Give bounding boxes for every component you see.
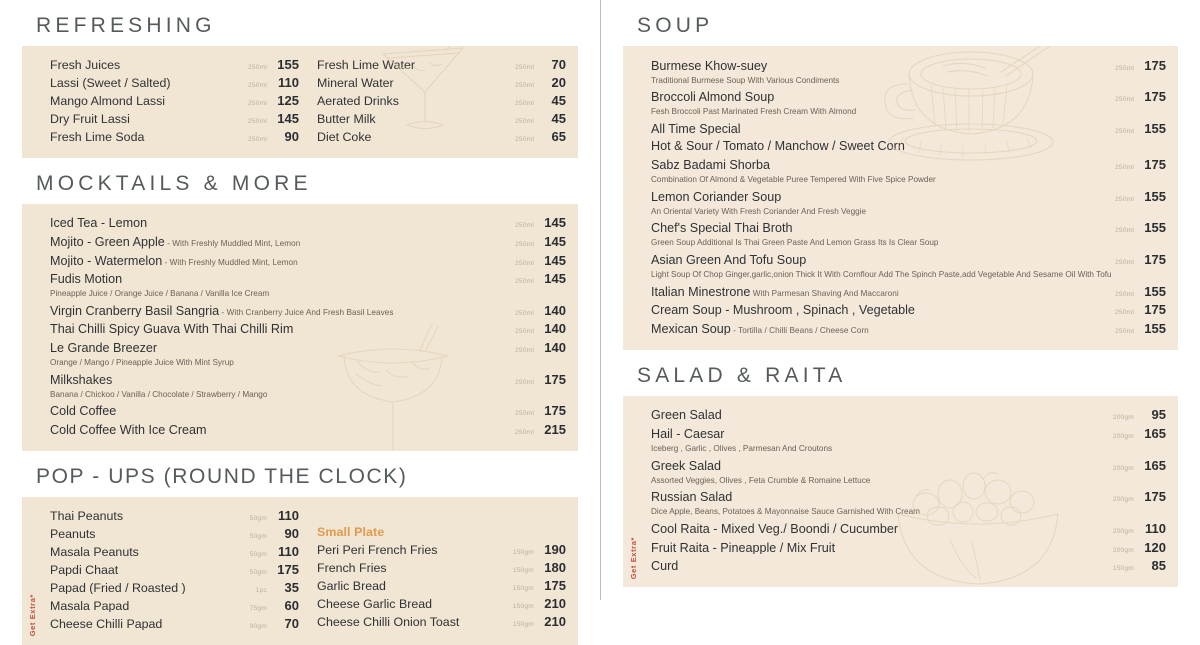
section-column-right [299,507,566,633]
section-title-wrap [623,0,1178,46]
menu-item-quantity: 200gm [1112,433,1134,440]
menu-item-label: Mexican Soup [651,322,731,336]
menu-item-quantity: 50gm [249,569,267,577]
menu-item-row [651,119,1166,138]
menu-item-label: Fruit Raita - Pineapple / Mix Fruit [651,541,836,555]
menu-item-row [50,56,299,74]
menu-item-name [317,544,513,556]
menu-item-name [50,217,514,230]
menu-item-label: Asian Green And Tofu Soup [651,253,807,267]
menu-item-row [651,250,1166,269]
menu-item-description: Banana / Chickoo / Vanilla / Chocolate / Strawberry / Mango [50,389,268,399]
section-columns [34,507,566,633]
menu-item-quantity: 150gm [512,621,534,629]
menu-panel-right [600,0,1200,600]
menu-item-label: Mojito - Green Apple [50,235,165,249]
menu-item-quantity: 250ml [248,82,267,90]
menu-item-quantity: 250ml [1115,127,1134,135]
menu-item-label: Fresh Juices [50,59,121,72]
menu-item-price: 165 [1144,457,1166,473]
menu-item-row [317,541,566,559]
menu-item-price: 90 [284,526,299,542]
menu-item-name [50,255,514,268]
menu-item-price: 45 [551,111,566,127]
menu-item-quantity: 150gm [512,585,534,593]
section-title-wrap [22,158,578,204]
menu-item-name [50,528,247,540]
menu-item-label: Cheese Chilli Onion Toast [317,616,460,629]
menu-item-label: Fresh Lime Water [317,59,415,72]
menu-item-quantity: 50gm [249,515,267,523]
menu-item-inline-description: - With Freshly Muddled Mint, Lemon [164,238,301,248]
menu-item-name [317,77,514,89]
get-extra-badge: Get Extra* [629,536,638,580]
menu-item-row [651,138,1166,156]
menu-item-price: 90 [284,129,299,145]
menu-item-label: Cold Coffee With Ice Cream [50,423,207,437]
section-card [22,204,578,451]
menu-item-quantity: 150gm [512,549,534,557]
menu-item-quantity: 250ml [1115,96,1134,104]
menu-item-label: Fresh Lime Soda [50,131,145,144]
menu-item-price: 215 [544,421,566,437]
menu-item-name [50,323,514,336]
section-columns [34,56,566,146]
menu-item-row [50,214,566,233]
menu-item-label: Greek Salad [651,459,722,473]
menu-item-price: 175 [544,578,566,594]
menu-item-row [50,110,299,128]
menu-item-name [651,409,1113,422]
menu-item-price: 145 [544,271,566,287]
menu-item-name [50,405,514,418]
section-column-left [34,507,299,633]
menu-item-price: 145 [277,111,299,127]
menu-item-name [50,424,514,437]
menu-item-name [651,91,1114,104]
menu-item-description: Assorted Veggies, Olives , Feta Crumble & Romaine Lettuce [651,475,871,485]
menu-item-price: 175 [277,562,299,578]
menu-item-row [50,615,299,633]
menu-item-price: 20 [551,75,566,91]
menu-item-quantity: 250ml [1115,227,1134,235]
menu-item-quantity: 250ml [515,309,534,317]
menu-item-quantity: 250ml [248,100,267,108]
menu-item-name [317,562,513,574]
menu-item-price: 110 [1145,520,1166,536]
menu-item-quantity: 250ml [515,240,534,248]
menu-item-row [651,282,1166,301]
menu-item-inline-description: - With Cranberry Juice And Fresh Basil Leaves [219,307,394,317]
menu-item-quantity: 250ml [1115,309,1134,317]
menu-item-description: Orange / Mango / Pineapple Juice With Mint Syrup [50,358,234,368]
menu-item-row [317,613,566,631]
menu-item-row [50,128,299,146]
menu-item-name [50,59,247,71]
menu-item-row [651,187,1166,206]
menu-item-price: 155 [1144,120,1166,136]
menu-item-inline-description: - With Freshly Muddled Mint, Lemon [162,257,298,267]
section-card [22,46,578,158]
menu-item-price: 60 [284,598,299,613]
menu-item-quantity: 250ml [1115,164,1134,171]
menu-item-label: Cheese Garlic Bread [317,598,433,611]
menu-item-quantity: 250ml [1115,290,1134,298]
menu-item-price: 140 [544,302,566,318]
menu-item-quantity: 200gm [1112,546,1134,554]
menu-item-label: Italian Minestrone [651,285,751,299]
menu-item-row [651,488,1166,507]
menu-item-label: French Fries [317,562,387,575]
menu-item-quantity: 250ml [515,346,534,354]
menu-item-name [50,342,514,355]
menu-item-row [317,559,566,577]
menu-item-name [50,618,247,630]
menu-item-row [651,156,1166,175]
menu-item-inline-description: - Tortilla / Chilli Beans / Cheese Corn [730,325,869,335]
menu-item-description: Green Soup Additional Is Thai Green Paste And Lemon Grass Its Is Clear Soup [651,238,939,248]
section-column-left [34,56,299,146]
menu-item-label: Masala Papad [50,600,130,613]
menu-item-row [651,425,1166,444]
menu-item-name [50,510,247,522]
menu-item-label: Sabz Badami Shorba [651,159,771,172]
menu-item-row [50,525,299,543]
menu-item-quantity: 1pc [255,587,267,595]
menu-item-quantity: 250ml [248,118,267,126]
menu-item-label: Russian Salad [651,491,733,504]
menu-item-name [50,546,247,558]
menu-item-price: 175 [544,403,566,419]
menu-item-row [651,219,1166,238]
menu-item-price: 155 [1144,188,1166,204]
section-body [34,214,566,439]
small-plate-label: Small Plate [317,524,385,539]
menu-item-quantity: 250ml [1115,327,1134,335]
menu-item-name [651,460,1113,473]
menu-item-name [50,273,514,286]
menu-item-name [651,523,1113,536]
menu-item-label: Garlic Bread [317,580,386,593]
menu-item-label: Green Salad [651,409,722,422]
menu-item-row [317,92,566,110]
section-title-wrap [22,451,578,497]
menu-item-name [651,60,1114,73]
menu-item-price: 155 [277,57,299,73]
menu-item-label: Hot & Sour / Tomato / Manchow / Sweet Corn [651,140,905,153]
menu-item-label: Thai Chilli Spicy Guava With Thai Chilli Rim [50,323,294,336]
menu-item-row [651,319,1166,338]
menu-item-name [50,236,514,249]
menu-item-row [651,519,1166,538]
menu-item-row [651,56,1166,75]
section-title: SOUP [637,14,714,37]
menu-item-price: 120 [1144,539,1166,555]
menu-item-row [50,338,566,357]
menu-item-price: 175 [544,371,566,387]
menu-item-row [317,577,566,595]
menu-item-name [651,542,1113,555]
menu-item-row [50,507,299,525]
section-title: SALAD & RAITA [637,363,847,387]
menu-item-row [651,456,1166,475]
menu-item-label: Lemon Coriander Soup [651,190,782,204]
menu-item-name [651,560,1113,573]
menu-item-row [651,88,1166,107]
menu-item-price: 85 [1151,558,1166,574]
menu-item-description: An Oriental Variety With Fresh Coriander And Fresh Veggie [651,206,867,216]
menu-item-name [50,305,514,318]
menu-item-label: Dry Fruit Lassi [50,113,130,126]
menu-item-row [50,402,566,421]
menu-item-label: Mojito - Watermelon [50,254,163,268]
section-title: REFRESHING [36,14,216,37]
menu-item-row [50,251,566,270]
menu-item-price: 140 [544,321,566,337]
menu-item-price: 210 [544,614,566,630]
menu-item-quantity: 90gm [249,622,267,630]
menu-item-quantity: 250ml [515,136,534,144]
menu-item-price: 210 [544,596,566,612]
menu-item-row [317,128,566,146]
menu-item-name [317,95,514,107]
menu-item-price: 70 [551,57,566,73]
menu-item-quantity: 200gm [1112,496,1134,504]
menu-item-name [651,323,1114,336]
menu-item-price: 155 [1144,320,1166,336]
menu-item-label: Mango Almond Lassi [50,95,166,108]
menu-item-price: 190 [544,542,566,558]
menu-item-price: 45 [551,93,566,109]
menu-item-name [651,304,1114,317]
menu-item-name [651,222,1114,235]
menu-item-price: 110 [278,75,299,91]
menu-item-label: Iced Tea - Lemon [50,217,148,230]
menu-item-quantity: 50gm [249,533,267,541]
menu-item-label: Cool Raita - Mixed Veg./ Boondi / Cucumber [651,522,899,536]
section-title-wrap [22,0,578,46]
menu-item-price: 175 [1144,89,1166,105]
menu-item-row [317,110,566,128]
menu-item-price: 110 [278,544,299,560]
menu-item-label: Virgin Cranberry Basil Sangria [50,304,220,318]
menu-item-quantity: 250ml [515,82,534,90]
menu-item-description: Combination Of Almond & Vegetable Puree Tempered With Five Spice Powder [651,175,936,185]
menu-item-name [317,59,514,71]
menu-item-price: 175 [1144,251,1166,267]
menu-item-name [50,582,247,594]
menu-item-row [317,74,566,92]
section-card [22,497,578,645]
menu-item-quantity: 150gm [512,567,534,575]
menu-item-price: 65 [551,129,566,145]
menu-item-label: Papdi Chaat [50,564,119,577]
menu-item-quantity: 250ml [1115,195,1134,203]
menu-item-quantity: 250ml [515,259,534,267]
menu-item-quantity: 250ml [515,428,534,436]
menu-item-price: 155 [1144,283,1166,299]
section-body [635,56,1166,338]
menu-item-price: 175 [1144,57,1166,73]
menu-item-label: Le Grande Breezer [50,341,158,355]
menu-item-name [50,374,514,387]
menu-item-quantity: 250ml [515,410,534,418]
section-title: POP - UPS (ROUND THE CLOCK) [36,464,408,488]
column-spacer [317,507,566,522]
menu-item-row [651,538,1166,557]
menu-item-name [651,491,1113,504]
section-title-wrap [623,350,1178,396]
menu-item-description: Iceberg , Garlic , Olives , Parmesan And Croutons [651,444,833,454]
menu-item-price: 165 [1144,426,1166,441]
menu-item-quantity: 50gm [249,551,267,559]
menu-panel-left [0,0,600,637]
menu-item-price: 145 [544,215,566,231]
menu-item-quantity: 250ml [248,136,267,144]
menu-item-label: Cream Soup - Mushroom , Spinach , Vegetable [651,304,915,317]
menu-item-quantity: 250ml [515,328,534,336]
menu-item-row [50,301,566,320]
menu-item-name [317,113,514,125]
menu-item-label: Lassi (Sweet / Salted) [50,77,171,90]
menu-item-label: Cold Coffee [50,405,117,418]
menu-item-description: Dice Apple, Beans, Potatoes & Mayonnaise Sauce Garnished With Cream [651,507,920,517]
menu-item-row [50,561,299,579]
menu-item-price: 110 [278,508,299,524]
menu-item-label: Peanuts [50,528,96,541]
menu-item-name [651,159,1114,172]
menu-item-quantity: 250ml [515,100,534,108]
section-column-right [299,56,566,146]
menu-item-price: 175 [1144,489,1166,505]
menu-item-quantity: 75gm [249,605,267,612]
menu-item-quantity: 250ml [515,64,534,72]
menu-item-price: 95 [1151,407,1166,423]
section-title: MOCKTAILS & MORE [36,171,312,195]
menu-item-name [651,286,1114,299]
menu-item-price: 145 [544,252,566,268]
menu-item-description: Light Soup Of Chop Ginger,garlic,onion Thick It With Cornflour Add The Spinch Paste,add Vegetable And Sesame Oil With Tofu [651,270,1112,280]
menu-item-row [50,320,566,339]
menu-item-label: Thai Peanuts [50,510,124,523]
menu-item-row [50,579,299,597]
section-card [623,396,1178,587]
section-body [635,406,1166,575]
menu-item-label: Masala Peanuts [50,546,139,559]
menu-item-quantity: 200gm [1112,527,1134,535]
menu-item-label: Hail - Caesar [651,428,725,441]
menu-item-row [317,595,566,613]
menu-item-price: 35 [284,580,299,596]
menu-item-label: All Time Special [651,122,741,136]
menu-item-quantity: 250ml [515,222,534,230]
menu-item-quantity: 250ml [515,278,534,286]
menu-item-label: Cheese Chilli Papad [50,617,163,631]
menu-item-quantity: 250ml [515,378,534,386]
menu-item-label: Papad (Fried / Roasted ) [50,582,186,595]
get-extra-badge: Get Extra* [28,594,37,637]
menu-item-label: Aerated Drinks [317,95,399,108]
menu-item-name [317,580,513,592]
menu-item-quantity: 200gm [1112,414,1134,422]
menu-item-row [651,301,1166,320]
menu-item-price: 175 [1144,302,1166,318]
menu-item-price: 155 [1144,220,1166,236]
section-card [623,46,1178,350]
menu-item-name [651,191,1114,204]
menu-item-label: Curd [651,560,679,573]
menu-item-row [50,92,299,110]
menu-item-row [50,270,566,289]
menu-item-quantity: 250ml [515,118,534,126]
menu-item-price: 145 [544,233,566,249]
menu-item-quantity: 150gm [512,603,534,611]
menu-item-row [317,56,566,74]
menu-item-price: 125 [277,93,299,109]
menu-item-label: Chef's Special Thai Broth [651,222,793,235]
menu-item-name [50,95,247,107]
menu-item-label: Butter Milk [317,113,376,126]
menu-item-price: 175 [1144,157,1166,172]
menu-item-row [651,406,1166,425]
menu-item-name [50,564,247,576]
menu-item-name [50,131,247,143]
menu-item-quantity: 150gm [1112,565,1134,573]
menu-item-inline-description: With Parmesan Shaving And Maccaroni [750,288,899,298]
menu-item-name [50,113,247,125]
menu-item-row [50,420,566,439]
menu-item-row [50,370,566,389]
menu-item-quantity: 250ml [248,64,267,72]
menu-item-price: 180 [544,560,566,576]
menu-item-row [50,543,299,561]
menu-item-name [651,140,1114,153]
menu-item-name [651,254,1114,267]
menu-item-row [50,232,566,251]
menu-item-label: Broccoli Almond Soup [651,91,775,104]
menu-item-name [651,123,1114,136]
menu-item-label: Milkshakes [50,373,113,387]
menu-item-price: 140 [544,339,566,355]
menu-item-quantity: 250ml [1115,258,1134,266]
menu-item-description: Pineapple Juice / Orange Juice / Banana / Vanilla Ice Cream [50,289,270,299]
menu-item-label: Fudis Motion [50,273,123,286]
menu-item-quantity: 250ml [1115,64,1134,72]
menu-item-label: Burmese Khow-suey [651,59,768,73]
menu-item-quantity: 200gm [1112,464,1134,472]
menu-item-name [50,77,247,89]
menu-item-price: 70 [284,615,299,631]
menu-item-name [50,600,247,612]
menu-item-label: Peri Peri French Fries [317,544,438,557]
menu-item-name [651,428,1113,441]
menu-item-name [317,131,514,143]
menu-item-name [317,616,513,628]
menu-item-row [50,74,299,92]
menu-item-label: Diet Coke [317,131,372,144]
menu-item-description: Traditional Burmese Soup With Various Condiments [651,75,840,85]
menu-item-label: Mineral Water [317,77,394,90]
menu-item-row [651,557,1166,576]
menu-item-description: Fesh Broccoli Past Marinated Fresh Cream With Almond [651,107,857,117]
